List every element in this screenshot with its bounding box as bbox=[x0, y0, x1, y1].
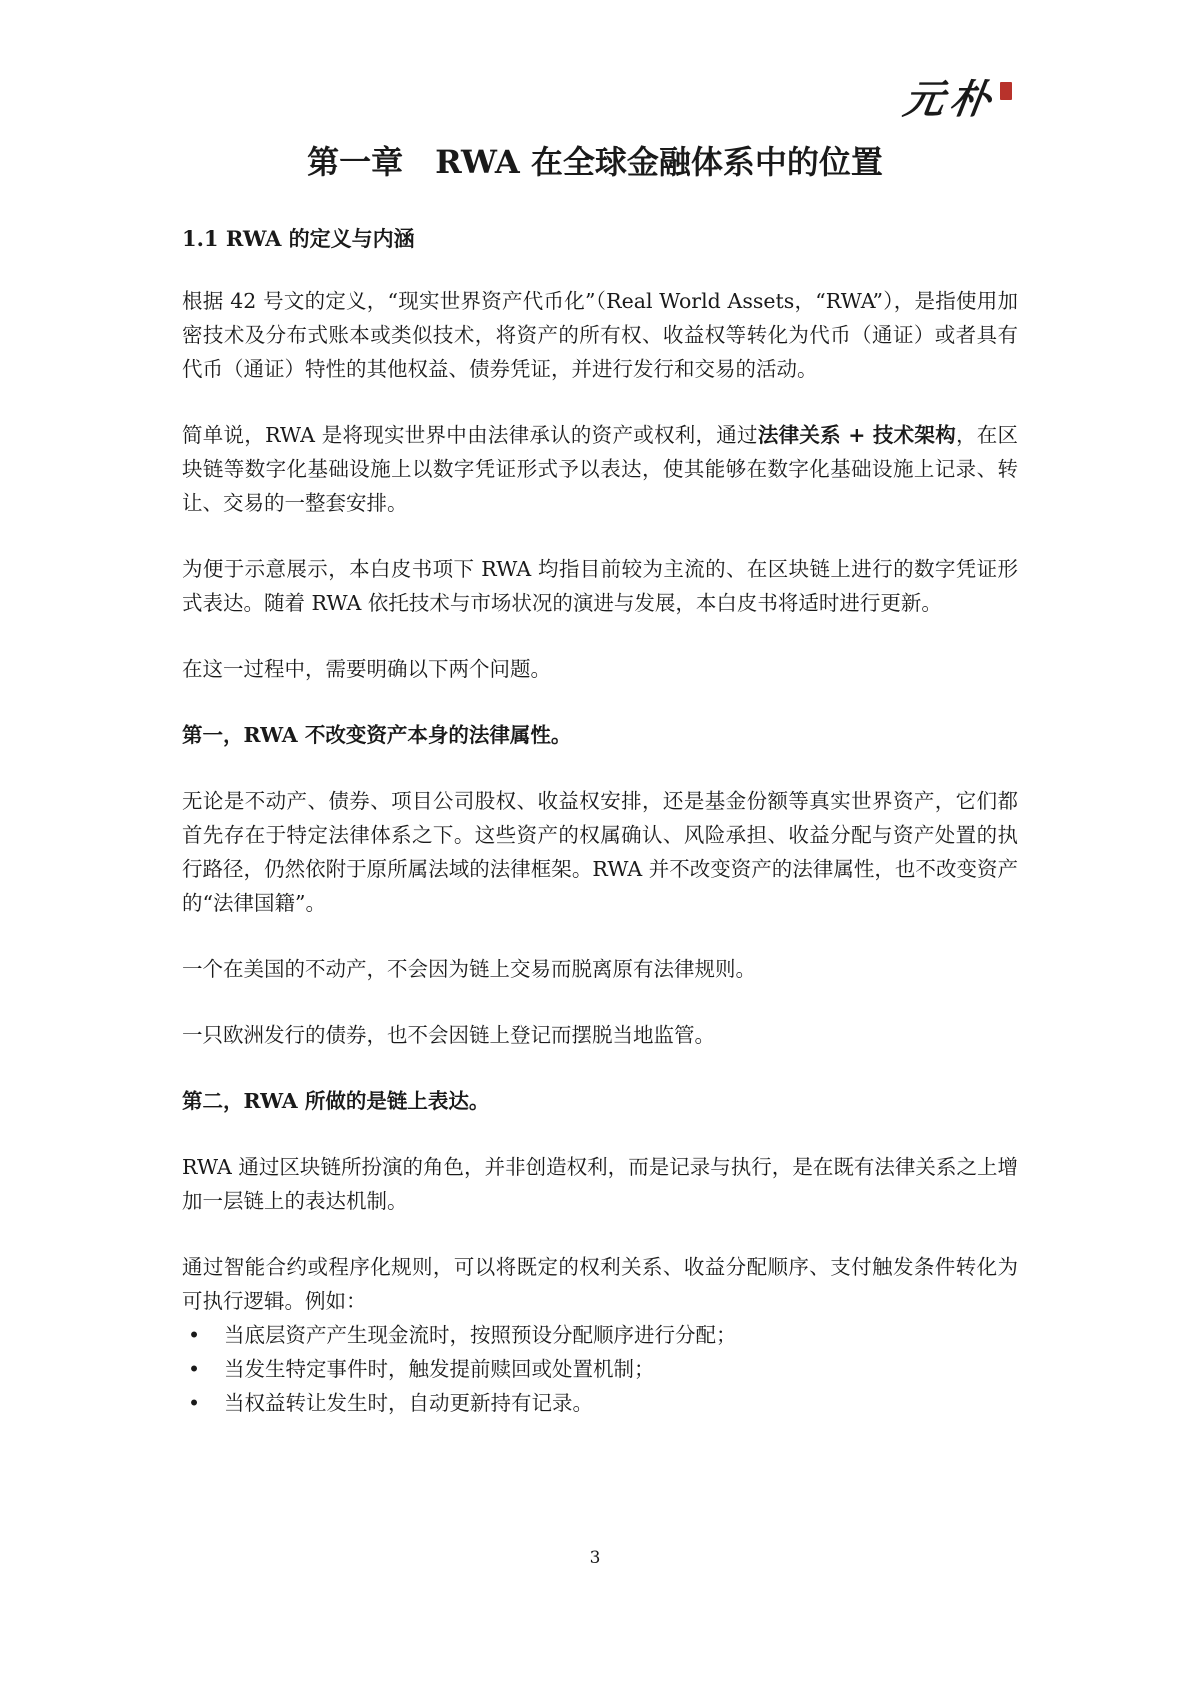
paragraph-summary-part-a: 简单说，RWA 是将现实世界中由法律承认的资产或权利，通过 bbox=[182, 423, 758, 447]
paragraph-onchain-role: RWA 通过区块链所扮演的角色，并非创造权利，而是记录与执行，是在既有法律关系之上增加一层链上的表达机制。 bbox=[182, 1155, 1018, 1213]
list-item: • 当底层资产产生现金流时，按照预设分配顺序进行分配； bbox=[182, 1318, 1018, 1352]
paragraph-definition: 根据 42 号文的定义，“现实世界资产代币化”（Real World Assets，“RWA”），是指使用加密技术及分布式账本或类似技术，将资产的所有权、收益权等转化为代币（通证）或者具有代币（通证）特性的其他权益、债券凭证，并进行发行和交易的活动。 bbox=[182, 289, 1018, 381]
page-number: 3 bbox=[589, 1548, 601, 1568]
section-title: 1.1 RWA 的定义与内涵 bbox=[182, 226, 415, 251]
paragraph-us-example: 一个在美国的不动产，不会因为链上交易而脱离原有法律规则。 bbox=[182, 957, 756, 981]
paragraph-summary-bold: 法律关系 + 技术架构 bbox=[757, 423, 956, 447]
bullet-icon: • bbox=[188, 1323, 201, 1347]
list-item: • 当发生特定事件时，触发提前赎回或处置机制； bbox=[182, 1352, 1018, 1386]
chapter-title: 第一章 RWA 在全球金融体系中的位置 bbox=[307, 143, 883, 181]
paragraph-smart-contracts: 通过智能合约或程序化规则，可以将既定的权利关系、收益分配顺序、支付触发条件转化为可执行逻辑。例如： bbox=[182, 1255, 1018, 1313]
list-item: • 当权益转让发生时，自动更新持有记录。 bbox=[182, 1386, 1018, 1420]
bullet-icon: • bbox=[188, 1357, 201, 1381]
paragraph-questions-intro: 在这一过程中，需要明确以下两个问题。 bbox=[182, 657, 551, 681]
heading-second-point: 第二，RWA 所做的是链上表达。 bbox=[182, 1089, 490, 1113]
brand-logo bbox=[900, 76, 1012, 123]
heading-first-point: 第一，RWA 不改变资产本身的法律属性。 bbox=[182, 723, 572, 747]
bullet-icon: • bbox=[188, 1391, 201, 1415]
paragraph-eu-example: 一只欧洲发行的债券，也不会因链上登记而摆脱当地监管。 bbox=[182, 1023, 715, 1047]
example-list bbox=[182, 1318, 1018, 1420]
page-content bbox=[182, 222, 1018, 1420]
logo-text: 元朴 bbox=[900, 76, 1000, 123]
paragraph-scope: 为便于示意展示，本白皮书项下 RWA 均指目前较为主流的、在区块链上进行的数字凭证形式表达。随着 RWA 依托技术与市场状况的演进与发展，本白皮书将适时进行更新。 bbox=[182, 557, 1018, 615]
paragraph-summary bbox=[182, 418, 1018, 520]
paragraph-legal-attributes: 无论是不动产、债券、项目公司股权、收益权安排，还是基金份额等真实世界资产，它们都首先存在于特定法律体系之下。这些资产的权属确认、风险承担、收益分配与资产处置的执行路径，仍然依附于原所属法域的法律框架。RWA 并不改变资产的法律属性，也不改变资产的“法律国籍”。 bbox=[182, 789, 1018, 915]
paragraph-summary-part-b: ，在区块链等数字化基础设施上以数字凭证形式予以表达，使其能够在数字化基础设施上记录、转让、交易的一整套安排。 bbox=[182, 423, 1019, 515]
seal-icon bbox=[1000, 82, 1012, 100]
